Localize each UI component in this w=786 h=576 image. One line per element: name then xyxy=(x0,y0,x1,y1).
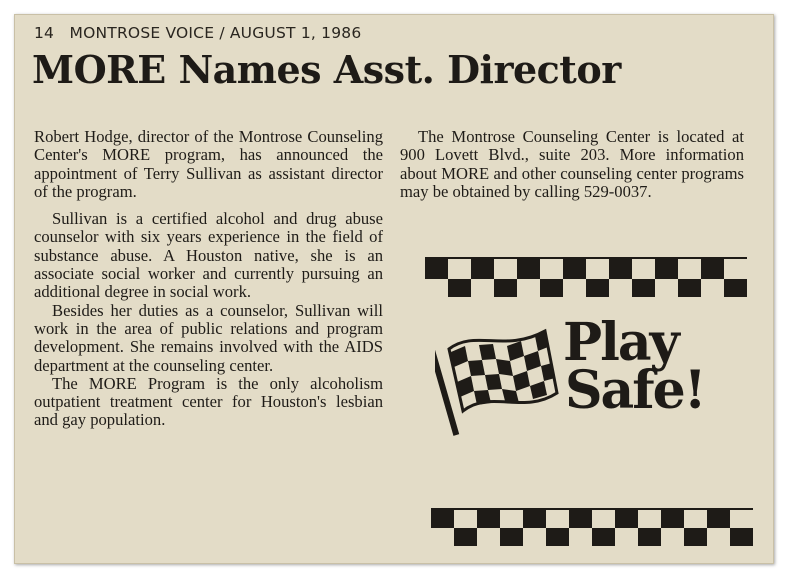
article-paragraph: The Montrose Counseling Center is located at 900 Lovett Blvd., suite 203. More information about MORE and other counseling center programs may be obtained by calling 529-0037. xyxy=(400,127,744,201)
checker-border-top xyxy=(425,255,747,299)
article-headline: MORE Names Asst. Director xyxy=(32,47,621,92)
article-left-column xyxy=(34,128,383,430)
article-paragraph: Sullivan is a certified alcohol and drug abuse counselor with six years experience in the field of substance abuse. A Houston native, she is an associate social worker and currently pursuing an additional degree in social work. xyxy=(34,209,383,302)
article-right-column xyxy=(400,128,744,201)
publication-line: MONTROSE VOICE / AUGUST 1, 1986 xyxy=(69,24,362,42)
slogan-line-2: Safe! xyxy=(565,360,705,421)
article-paragraph: Robert Hodge, director of the Montrose Counseling Center's MORE program, has announced the appointment of Terry Sullivan as assistant director of the program. xyxy=(34,127,383,201)
checkered-flag-icon xyxy=(435,319,565,437)
page-folio xyxy=(34,24,361,42)
checker-border-bottom xyxy=(431,508,753,548)
play-safe-slogan xyxy=(563,312,705,421)
newspaper-clipping xyxy=(14,14,774,564)
page-number: 14 xyxy=(34,24,55,42)
slogan-line-1: Play xyxy=(563,312,678,373)
article-paragraph: The MORE Program is the only alcoholism outpatient treatment center for Houston's lesbian and gay population. xyxy=(34,373,383,430)
article-paragraph: Besides her duties as a counselor, Sullivan will work in the area of public relations and program development. She remains involved with the AIDS department at the counseling center. xyxy=(34,300,383,375)
